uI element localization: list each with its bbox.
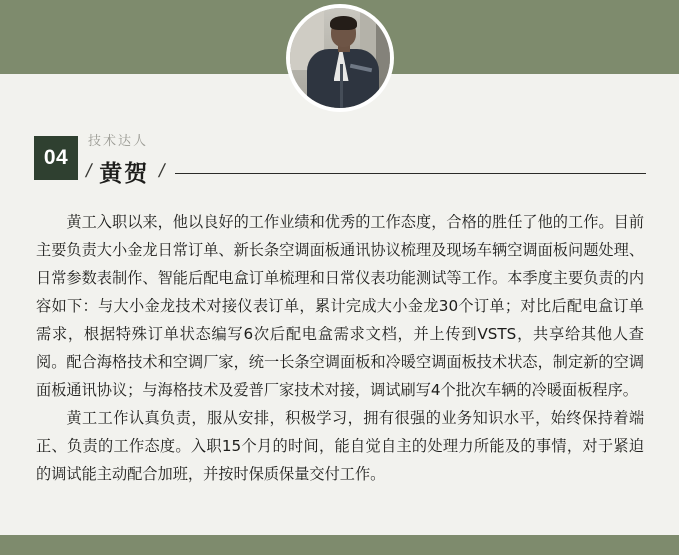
slash-right-icon: / [157,160,167,182]
paragraph-2: 黄工工作认真负责，服从安排，积极学习，拥有很强的业务知识水平，始终保持着端正、负责的工作态度。入职15个月的时间，能自觉自主的处理力所能及的事情，对于紧迫的调试能主动配合加班，并按时保质保量交付工作。 [36,409,644,483]
profile-eyebrow-title: 技术达人 [88,133,149,148]
avatar [286,4,394,112]
rank-number-badge: 04 [34,136,78,180]
paragraph-1: 黄工入职以来，他以良好的工作业绩和优秀的工作态度，合格的胜任了他的工作。目前主要负责大小金龙日常订单、新长条空调面板通讯协议梳理及现场车辆空调面板问题处理、日常参数表制作、智能后配电盒订单梳理和日常仪表功能测试等工作。本季度主要负责的内容如下：与大小金龙技术对接仪表订单，累计完成大小金龙30个订单；对比后配电盒订单需求，根据特殊订单状态编写6次后配电盒需求文档，并上传到VSTS，共享给其他人查阅。配合海格技术和空调厂家，统一长条空调面板和冷暖空调面板技术状态，制定新的空调面板通讯协议；与海格技术及爱普厂家技术对接，调试刷写4个批次车辆的冷暖面板程序。 [36,213,644,399]
photo-person-zipper [340,64,343,108]
photo-person-hair [330,16,357,30]
title-divider [175,173,646,174]
avatar-photo [290,8,390,108]
profile-name-row [83,155,646,187]
slash-left-icon: / [83,160,94,182]
profile-description [36,208,644,488]
bottom-decorative-band [0,535,679,555]
page-title: 黄贺 [99,160,150,187]
